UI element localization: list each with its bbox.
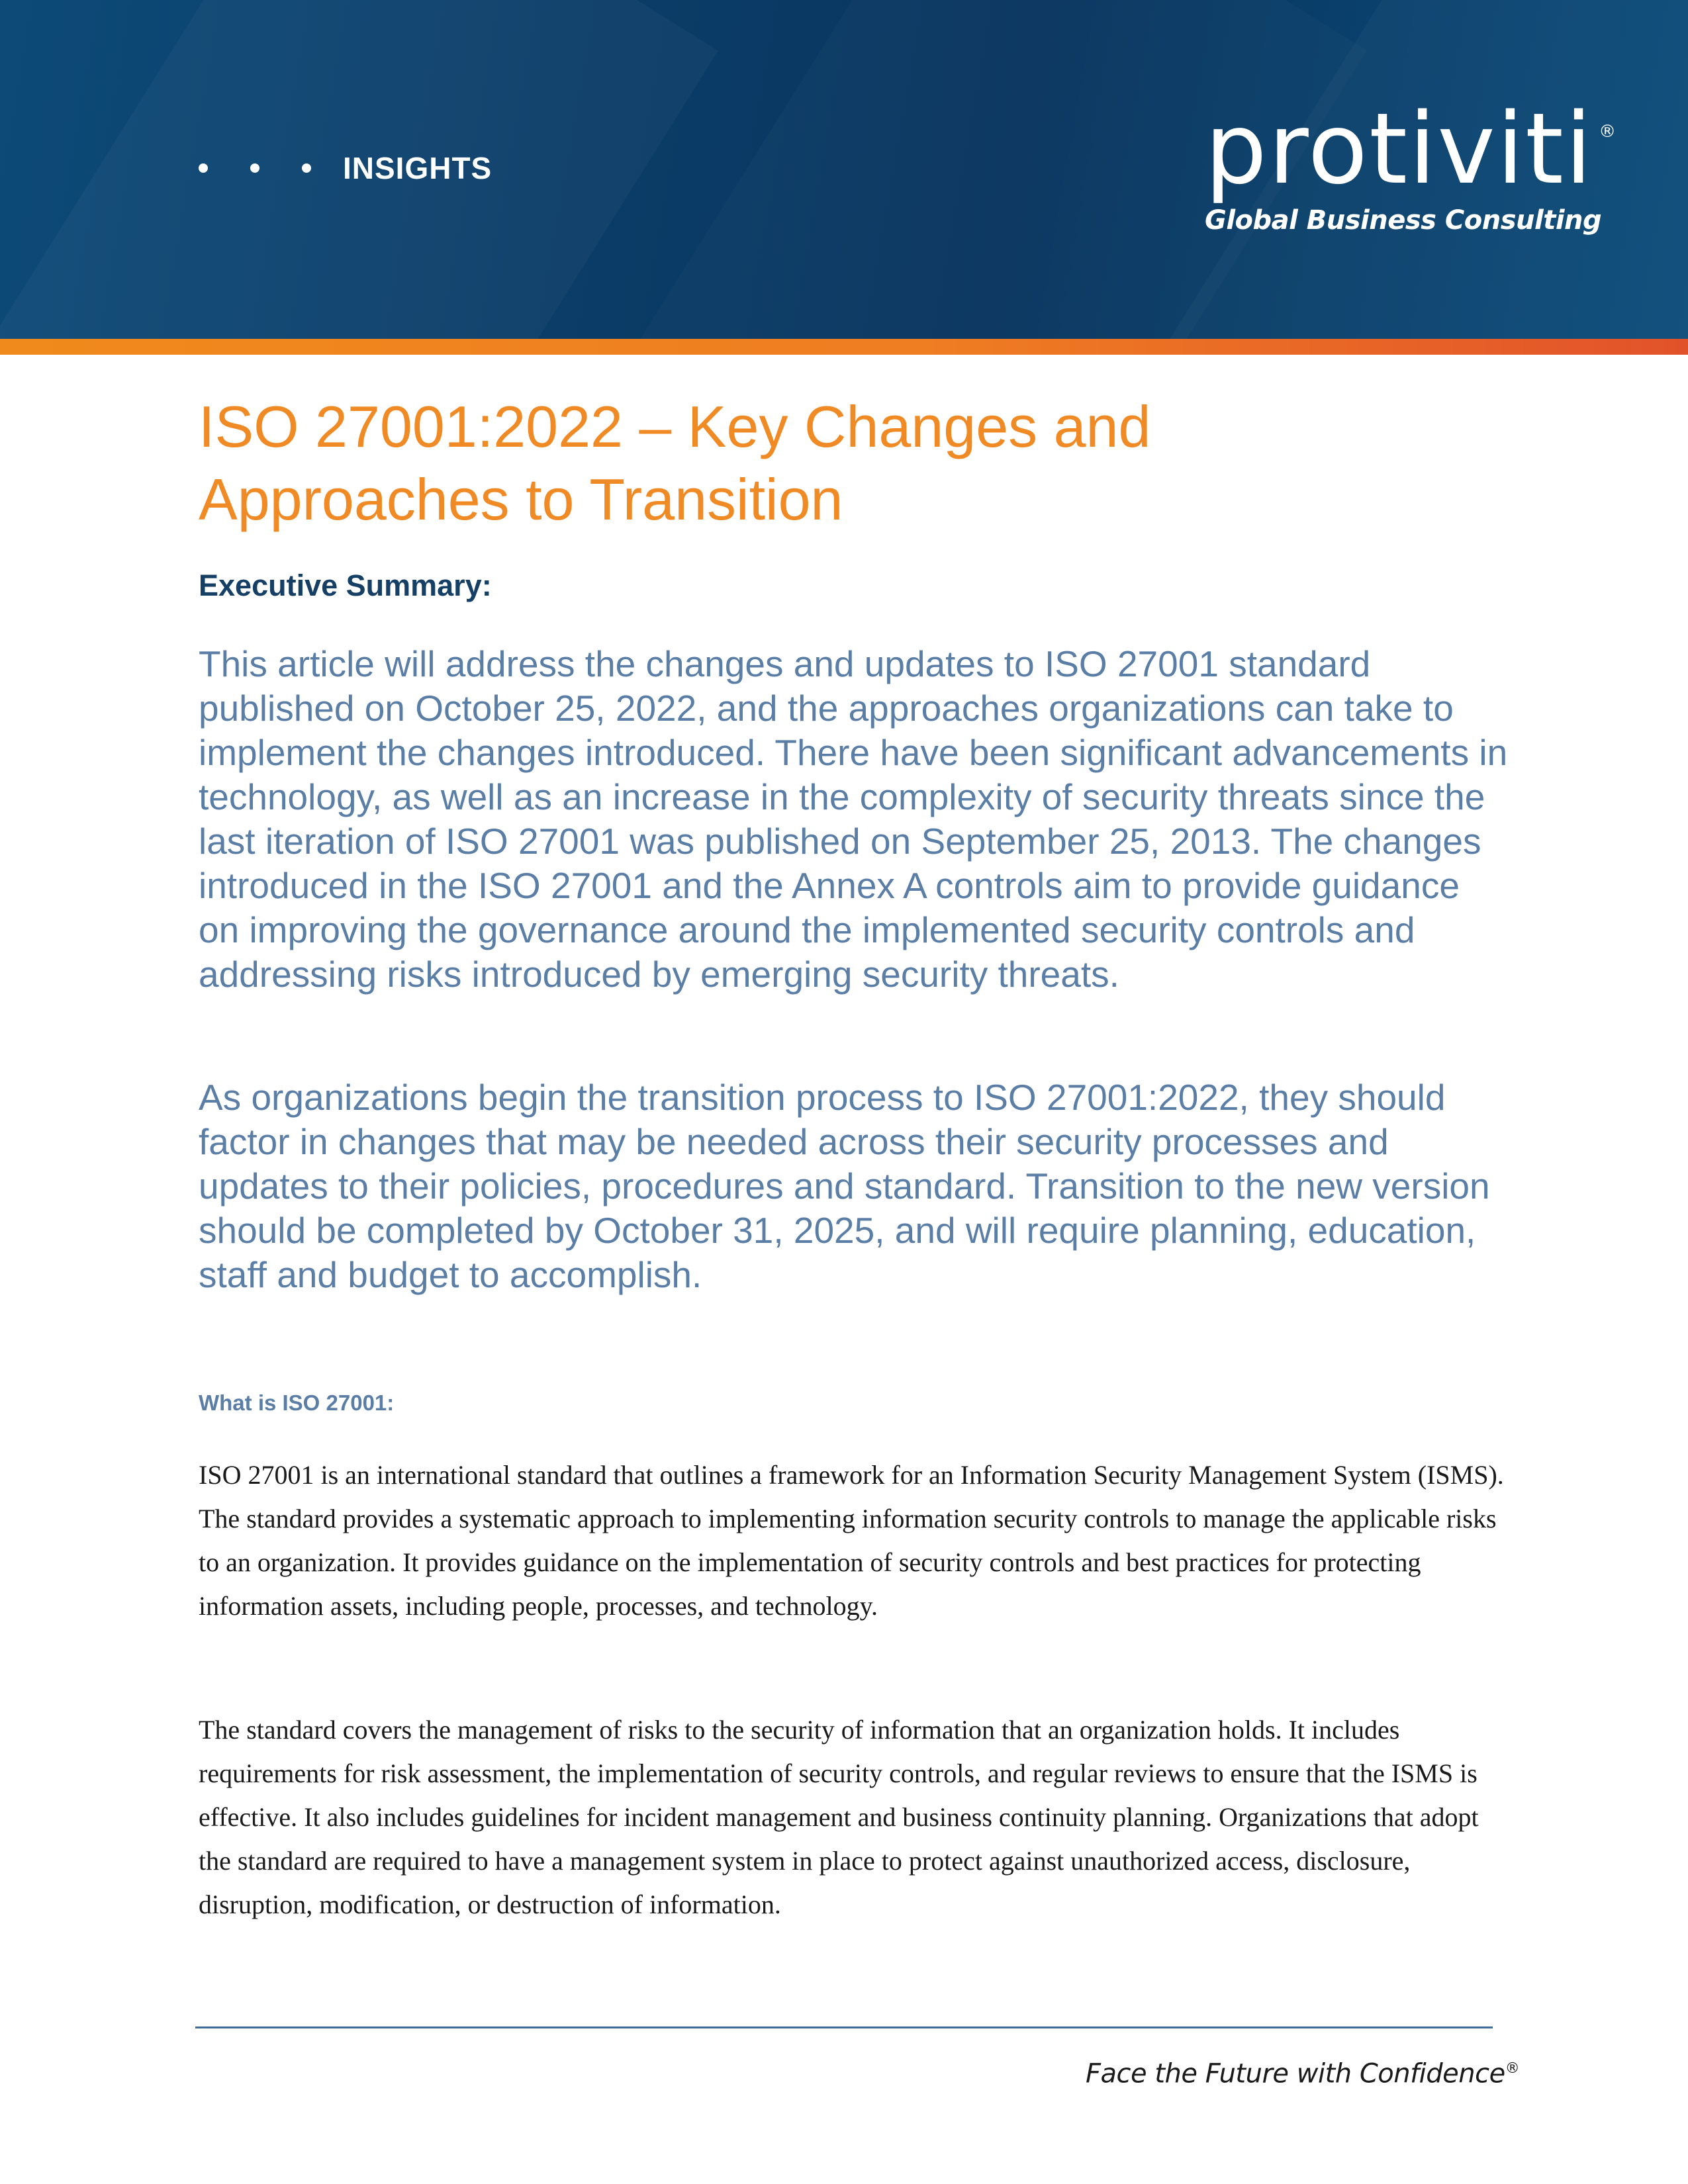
bullet-dot-icon [250, 163, 259, 173]
logo-tagline: Global Business Consulting [1205, 205, 1602, 236]
footer-tagline [1086, 2050, 1520, 2092]
summary-paragraph: This article will address the changes and updates to ISO 27001 standard published on October 25, 2022, and the approaches organizations can take to implement the changes introduced. There have been significant advancements in technology, as well as an increase in the complexity of security threats since the last iteration of ISO 27001 was published on September 25, 2013. The changes introduced in the ISO 27001 and the Annex A controls aim to provide guidance on improving the governance around the implemented security controls and addressing risks introduced by emerging security threats. [199, 643, 1508, 995]
section-heading: What is ISO 27001: [199, 1390, 395, 1415]
accent-bar [0, 339, 1688, 355]
summary-paragraph: As organizations begin the transition process to ISO 27001:2022, they should factor in changes that may be needed across their security processes and updates to their policies, procedures and standard. Transition to the new version should be completed by October 31, 2025, and will require planning, education, staff and budget to accomplish. [199, 1077, 1490, 1295]
body-paragraph: ISO 27001 is an international standard that outlines a framework for an Information Security Management System (ISMS). The standard provides a systematic approach to implementing information security controls to manage the applicable risks to an organization. It provides guidance on the implementation of security controls and best practices for protecting information assets, including people, processes, and technology. [199, 1460, 1504, 1621]
registered-mark: ® [1599, 122, 1618, 142]
bullet-dot-icon [199, 163, 208, 173]
footer-tagline-text: Face the Future with Confidence [1086, 2058, 1505, 2089]
section-label-insights: INSIGHTS [343, 151, 492, 185]
executive-summary-heading: Executive Summary: [199, 569, 492, 602]
bullet-dot-icon [302, 163, 311, 173]
logo-wordmark [1205, 92, 1618, 206]
page-title: ISO 27001:2022 – Key Changes and Approaches to Transition [199, 394, 1151, 532]
footer-registered-mark: ® [1505, 2060, 1520, 2077]
footer-divider [195, 2026, 1493, 2028]
logo-wordmark-text: protiviti [1205, 92, 1594, 206]
insights-label-group [199, 148, 492, 188]
body-paragraph: The standard covers the management of risks to the security of information that an organization holds. It includes requirements for risk assessment, the implementation of security controls, and regular reviews to ensure that the ISMS is effective. It also includes guidelines for incident management and business continuity planning. Organizations that adopt the standard are required to have a management system in place to protect against unauthorized access, disclosure, disruption, modification, or destruction of information. [199, 1715, 1479, 1919]
protiviti-logo [1205, 92, 1618, 236]
header-banner [0, 0, 1688, 339]
